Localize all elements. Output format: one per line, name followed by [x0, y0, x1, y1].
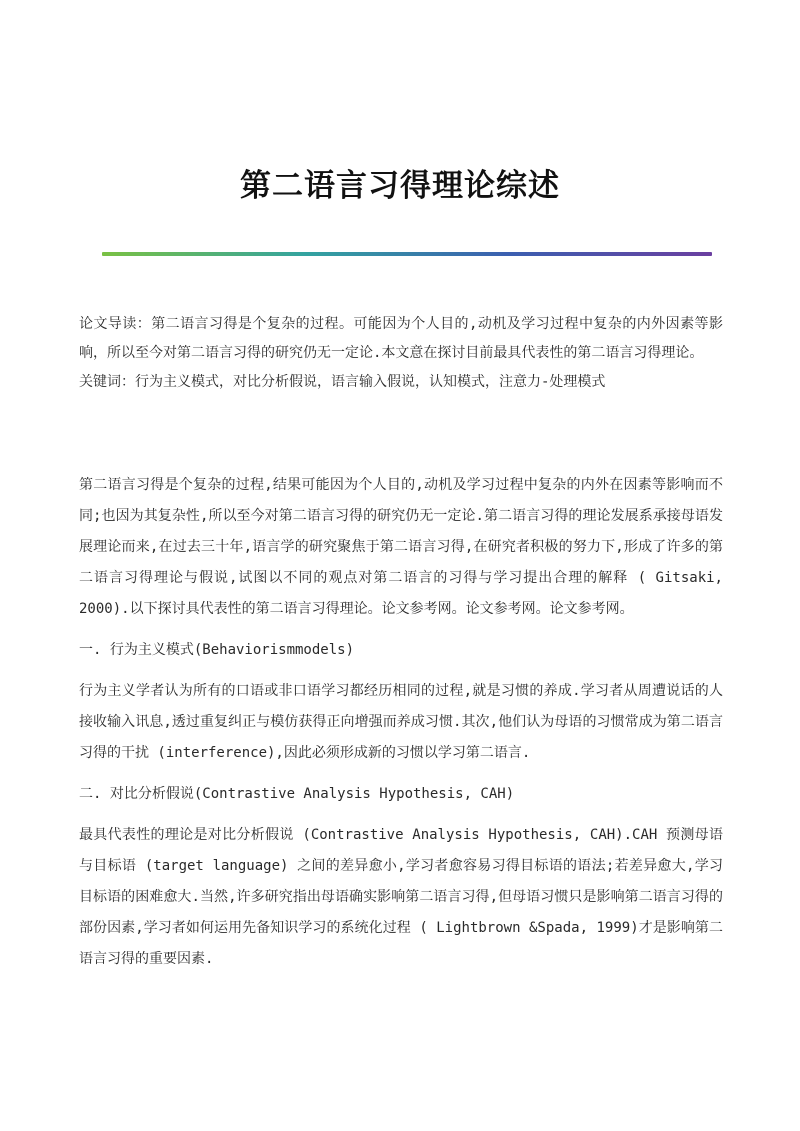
- body-section: [79, 470, 723, 985]
- section-heading-cah: 二. 对比分析假说(Contrastive Analysis Hypothesis, CAH): [79, 786, 515, 802]
- abstract-text: 论文导读：第二语言习得是个复杂的过程。可能因为个人目的,动机及学习过程中复杂的内外因素等影响，所以至今对第二语言习得的研究仍无一定论.本文意在探讨目前最具代表性的第二语言习得理论。: [79, 316, 723, 361]
- behaviorism-paragraph: 行为主义学者认为所有的口语或非口语学习都经历相同的过程,就是习惯的养成.学习者从周遭说话的人接收输入讯息,透过重复纠正与模仿获得正向增强而养成习惯.其次,他们认为母语的习惯常成为第二语言习得的干扰 (interference),因此必须形成新的习惯以学习第二语言.: [79, 683, 723, 761]
- document-title: 第二语言习得理论综述: [240, 168, 560, 204]
- cah-paragraph: 最具代表性的理论是对比分析假说 (Contrastive Analysis Hypothesis, CAH).CAH 预测母语与目标语 (target language) 之间的差异愈小,学习者愈容易习得目标语的语法;若差异愈大,学习目标语的困难愈大.当然,许多研究指出母语确实影响第二语言习得,但母语习惯只是影响第二语言习得的部份因素,学习者如何运用先备知识学习的系统化过程 ( Lightbrown &Spada, 1999)才是影响第二语言习得的重要因素.: [79, 827, 723, 967]
- keywords-line: 关键词：行为主义模式，对比分析假说，语言输入假说，认知模式，注意力-处理模式: [79, 374, 606, 390]
- abstract-section: [79, 310, 723, 397]
- intro-paragraph: 第二语言习得是个复杂的过程,结果可能因为个人目的,动机及学习过程中复杂的内外在因素等影响而不同;也因为其复杂性,所以至今对第二语言习得的研究仍无一定论.第二语言习得的理论发展系承接母语发展理论而来,在过去三十年,语言学的研究聚焦于第二语言习得,在研究者积极的努力下,形成了许多的第二语言习得理论与假说,试图以不同的观点对第二语言的习得与学习提出合理的解释 ( Gitsaki, 2000).以下探讨具代表性的第二语言习得理论。论文参考网。论文参考网。论文参考网。: [79, 477, 723, 617]
- title-underline-divider: [102, 252, 712, 256]
- section-heading-behaviorism: 一. 行为主义模式(Behaviorismmodels): [79, 642, 355, 658]
